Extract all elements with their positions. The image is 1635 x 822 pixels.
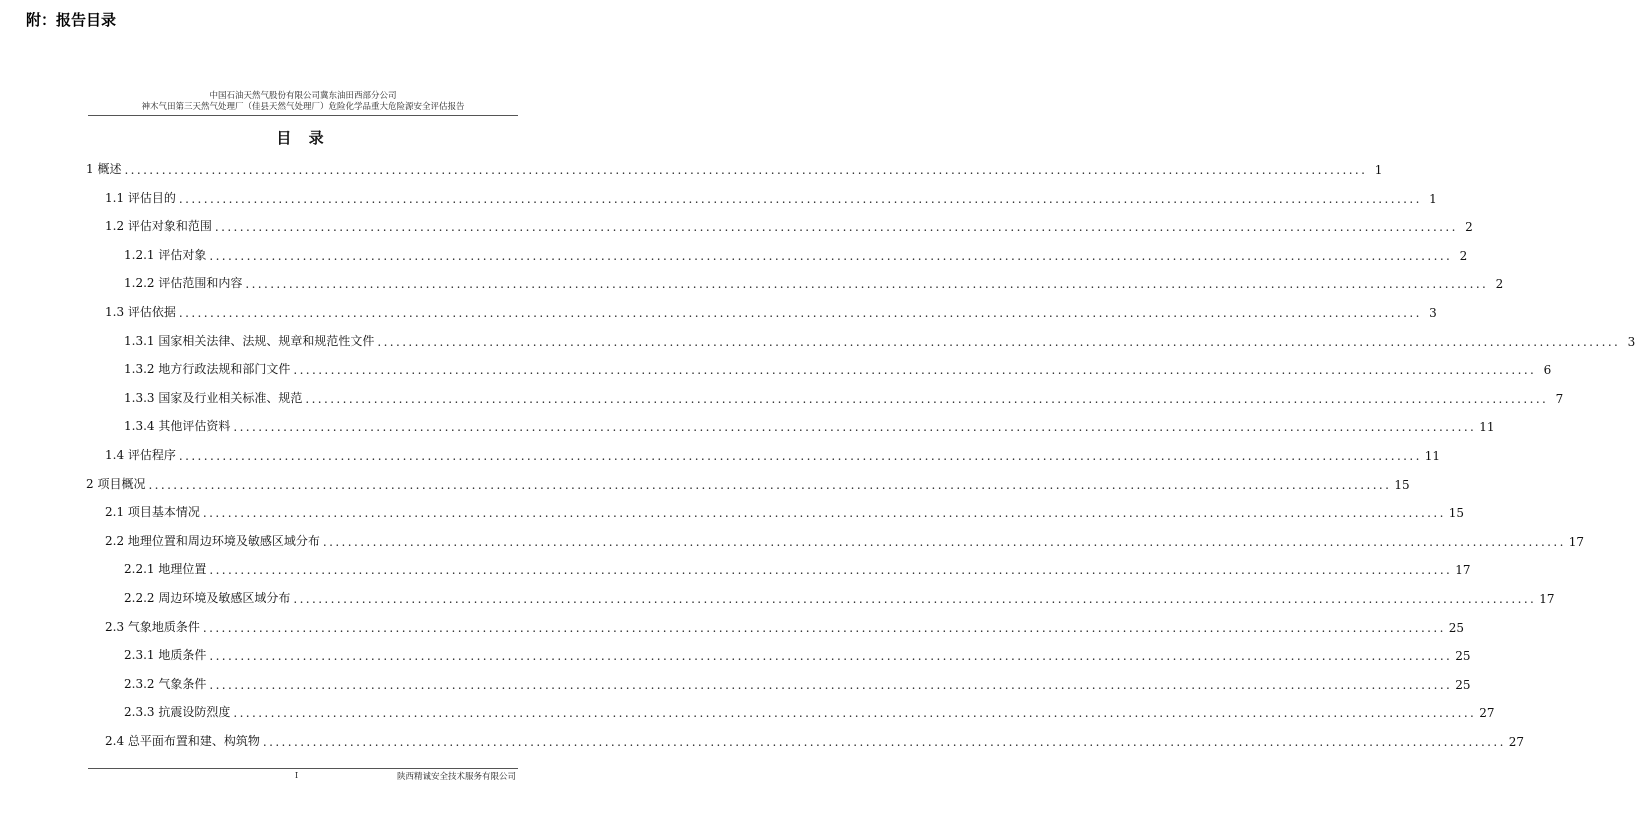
- toc-dot-leader: ........................................................................................................................................................................................................: [214, 220, 1458, 235]
- toc-entry[interactable]: [124, 414, 1495, 435]
- toc-entry-label: 2.4 总平面布置和建、构筑物: [105, 734, 260, 748]
- toc-entry-label: 2.3.2 气象条件: [124, 676, 207, 691]
- toc-entry[interactable]: [105, 529, 1585, 549]
- toc-dot-leader: ........................................................................................................................................................................................................: [233, 706, 1477, 721]
- toc-entry-page: 6: [1543, 363, 1552, 378]
- toc-dot-leader: ........................................................................................................................................................................................................: [178, 306, 1422, 320]
- toc-entry-page: 15: [1394, 477, 1410, 492]
- toc-entry-label: 1.1 评估目的: [105, 190, 176, 205]
- header-line-1: 中国石油天然气股份有限公司冀东油田西部分公司: [209, 91, 397, 101]
- toc-entry-page: 3: [1429, 306, 1437, 320]
- toc-entry-page: 7: [1555, 391, 1564, 406]
- toc-entry-page: 17: [1568, 534, 1585, 549]
- toc-entry-label: 2.2.1 地理位置: [124, 562, 207, 577]
- toc-dot-leader: ........................................................................................................................................................................................................: [293, 592, 1537, 606]
- toc-entry-label: 2.2 地理位置和周边环境及敏感区域分布: [105, 533, 320, 548]
- toc-dot-leader: ........................................................................................................................................................................................................: [178, 449, 1422, 463]
- toc-entry-page: 2: [1495, 277, 1504, 292]
- toc-entry-label: 1.2 评估对象和范围: [105, 219, 212, 234]
- toc-dot-leader: ........................................................................................................................................................................................................: [209, 677, 1453, 692]
- toc-entry[interactable]: [124, 672, 1471, 692]
- toc-entry[interactable]: [124, 557, 1471, 578]
- appendix-label: 附：报告目录: [26, 11, 117, 29]
- toc-dot-leader: ........................................................................................................................................................................................................: [262, 735, 1506, 749]
- toc-dot-leader: ........................................................................................................................................................................................................: [178, 191, 1422, 206]
- toc-entry-label: 1.2.1 评估对象: [124, 247, 207, 262]
- toc-entry-page: 3: [1627, 334, 1635, 349]
- toc-entry[interactable]: [105, 443, 1441, 463]
- toc-dot-leader: ........................................................................................................................................................................................................: [305, 391, 1549, 406]
- toc-entry-page: 25: [1455, 649, 1471, 664]
- toc-entry[interactable]: [86, 157, 1383, 177]
- toc-dot-leader: ........................................................................................................................................................................................................: [209, 649, 1453, 664]
- footer-company: 陕西精诚安全技术服务有限公司: [396, 772, 516, 782]
- toc-entry[interactable]: [124, 243, 1468, 263]
- toc-dot-leader: ........................................................................................................................................................................................................: [202, 506, 1446, 521]
- toc-entry-page: 2: [1459, 248, 1468, 263]
- toc-dot-leader: ........................................................................................................................................................................................................: [245, 277, 1489, 292]
- toc-entry-label: 2.2.2 周边环境及敏感区域分布: [124, 591, 291, 605]
- toc-dot-leader: ........................................................................................................................................................................................................: [124, 163, 1368, 177]
- toc-entry-label: 1.3.3 国家及行业相关标准、规范: [124, 390, 303, 405]
- toc-entry[interactable]: [105, 214, 1473, 235]
- toc-entry[interactable]: [124, 643, 1471, 664]
- toc-entry[interactable]: [105, 729, 1525, 749]
- toc-entry-page: 2: [1465, 220, 1473, 235]
- footer-page-number: I: [295, 771, 299, 780]
- toc-entry-page: 11: [1479, 420, 1495, 435]
- toc-dot-leader: ........................................................................................................................................................................................................: [209, 563, 1453, 578]
- toc-entry-page: 25: [1448, 620, 1465, 635]
- toc-entry[interactable]: [105, 300, 1437, 320]
- toc-dot-leader: ........................................................................................................................................................................................................: [209, 248, 1453, 263]
- toc-entry-page: 15: [1448, 506, 1465, 521]
- toc-entry-label: 1.3.1 国家相关法律、法规、规章和规范性文件: [124, 333, 375, 348]
- toc-dot-leader: ........................................................................................................................................................................................................: [322, 534, 1566, 549]
- toc-entry[interactable]: [105, 500, 1465, 521]
- toc-entry-label: 2.3 气象地质条件: [105, 619, 200, 634]
- toc-entry-label: 1 概述: [86, 162, 122, 176]
- header-line-2: 神木气田第三天然气处理厂（佳县天然气处理厂）危险化学品重大危险源安全评估报告: [141, 102, 465, 112]
- toc-entry-label: 2.3.3 抗震设防烈度: [124, 705, 231, 720]
- toc-entry[interactable]: [124, 386, 1564, 406]
- toc-dot-leader: ........................................................................................................................................................................................................: [202, 620, 1446, 635]
- toc-entry-label: 1.3.4 其他评估资料: [124, 419, 231, 434]
- toc-entry[interactable]: [124, 271, 1504, 292]
- toc-entry-page: 27: [1479, 706, 1495, 721]
- toc-entry[interactable]: [86, 472, 1410, 492]
- toc-dot-leader: ........................................................................................................................................................................................................: [293, 363, 1537, 378]
- toc-entry-page: 1: [1429, 191, 1437, 206]
- toc-entry-label: 2.1 项目基本情况: [105, 505, 200, 520]
- toc-entry[interactable]: [105, 615, 1465, 635]
- toc-entry-label: 1.4 评估程序: [105, 448, 176, 462]
- toc-entry[interactable]: [124, 700, 1495, 721]
- toc-entry-label: 1.3.2 地方行政法规和部门文件: [124, 362, 291, 377]
- toc-entry[interactable]: [124, 586, 1555, 606]
- toc-entry[interactable]: [124, 329, 1635, 349]
- toc-entry-page: 27: [1508, 735, 1525, 749]
- toc-dot-leader: ........................................................................................................................................................................................................: [377, 334, 1621, 349]
- toc-title: 目 录: [276, 129, 330, 147]
- toc-entry[interactable]: [105, 186, 1437, 206]
- toc-entry[interactable]: [124, 357, 1552, 378]
- toc-entry-page: 17: [1455, 563, 1471, 578]
- toc-dot-leader: ........................................................................................................................................................................................................: [233, 420, 1477, 435]
- toc-entry-label: 2 项目概况: [86, 476, 146, 491]
- toc-entry-page: 25: [1455, 677, 1471, 692]
- footer-divider: [88, 768, 518, 769]
- toc-entry-label: 2.3.1 地质条件: [124, 648, 207, 663]
- toc-entry-page: 11: [1424, 449, 1441, 463]
- toc-dot-leader: ........................................................................................................................................................................................................: [148, 477, 1392, 492]
- toc-entry-page: 17: [1539, 592, 1555, 606]
- toc-entry-page: 1: [1374, 163, 1383, 177]
- toc-entry-label: 1.3 评估依据: [105, 305, 176, 319]
- toc-entry-label: 1.2.2 评估范围和内容: [124, 276, 243, 291]
